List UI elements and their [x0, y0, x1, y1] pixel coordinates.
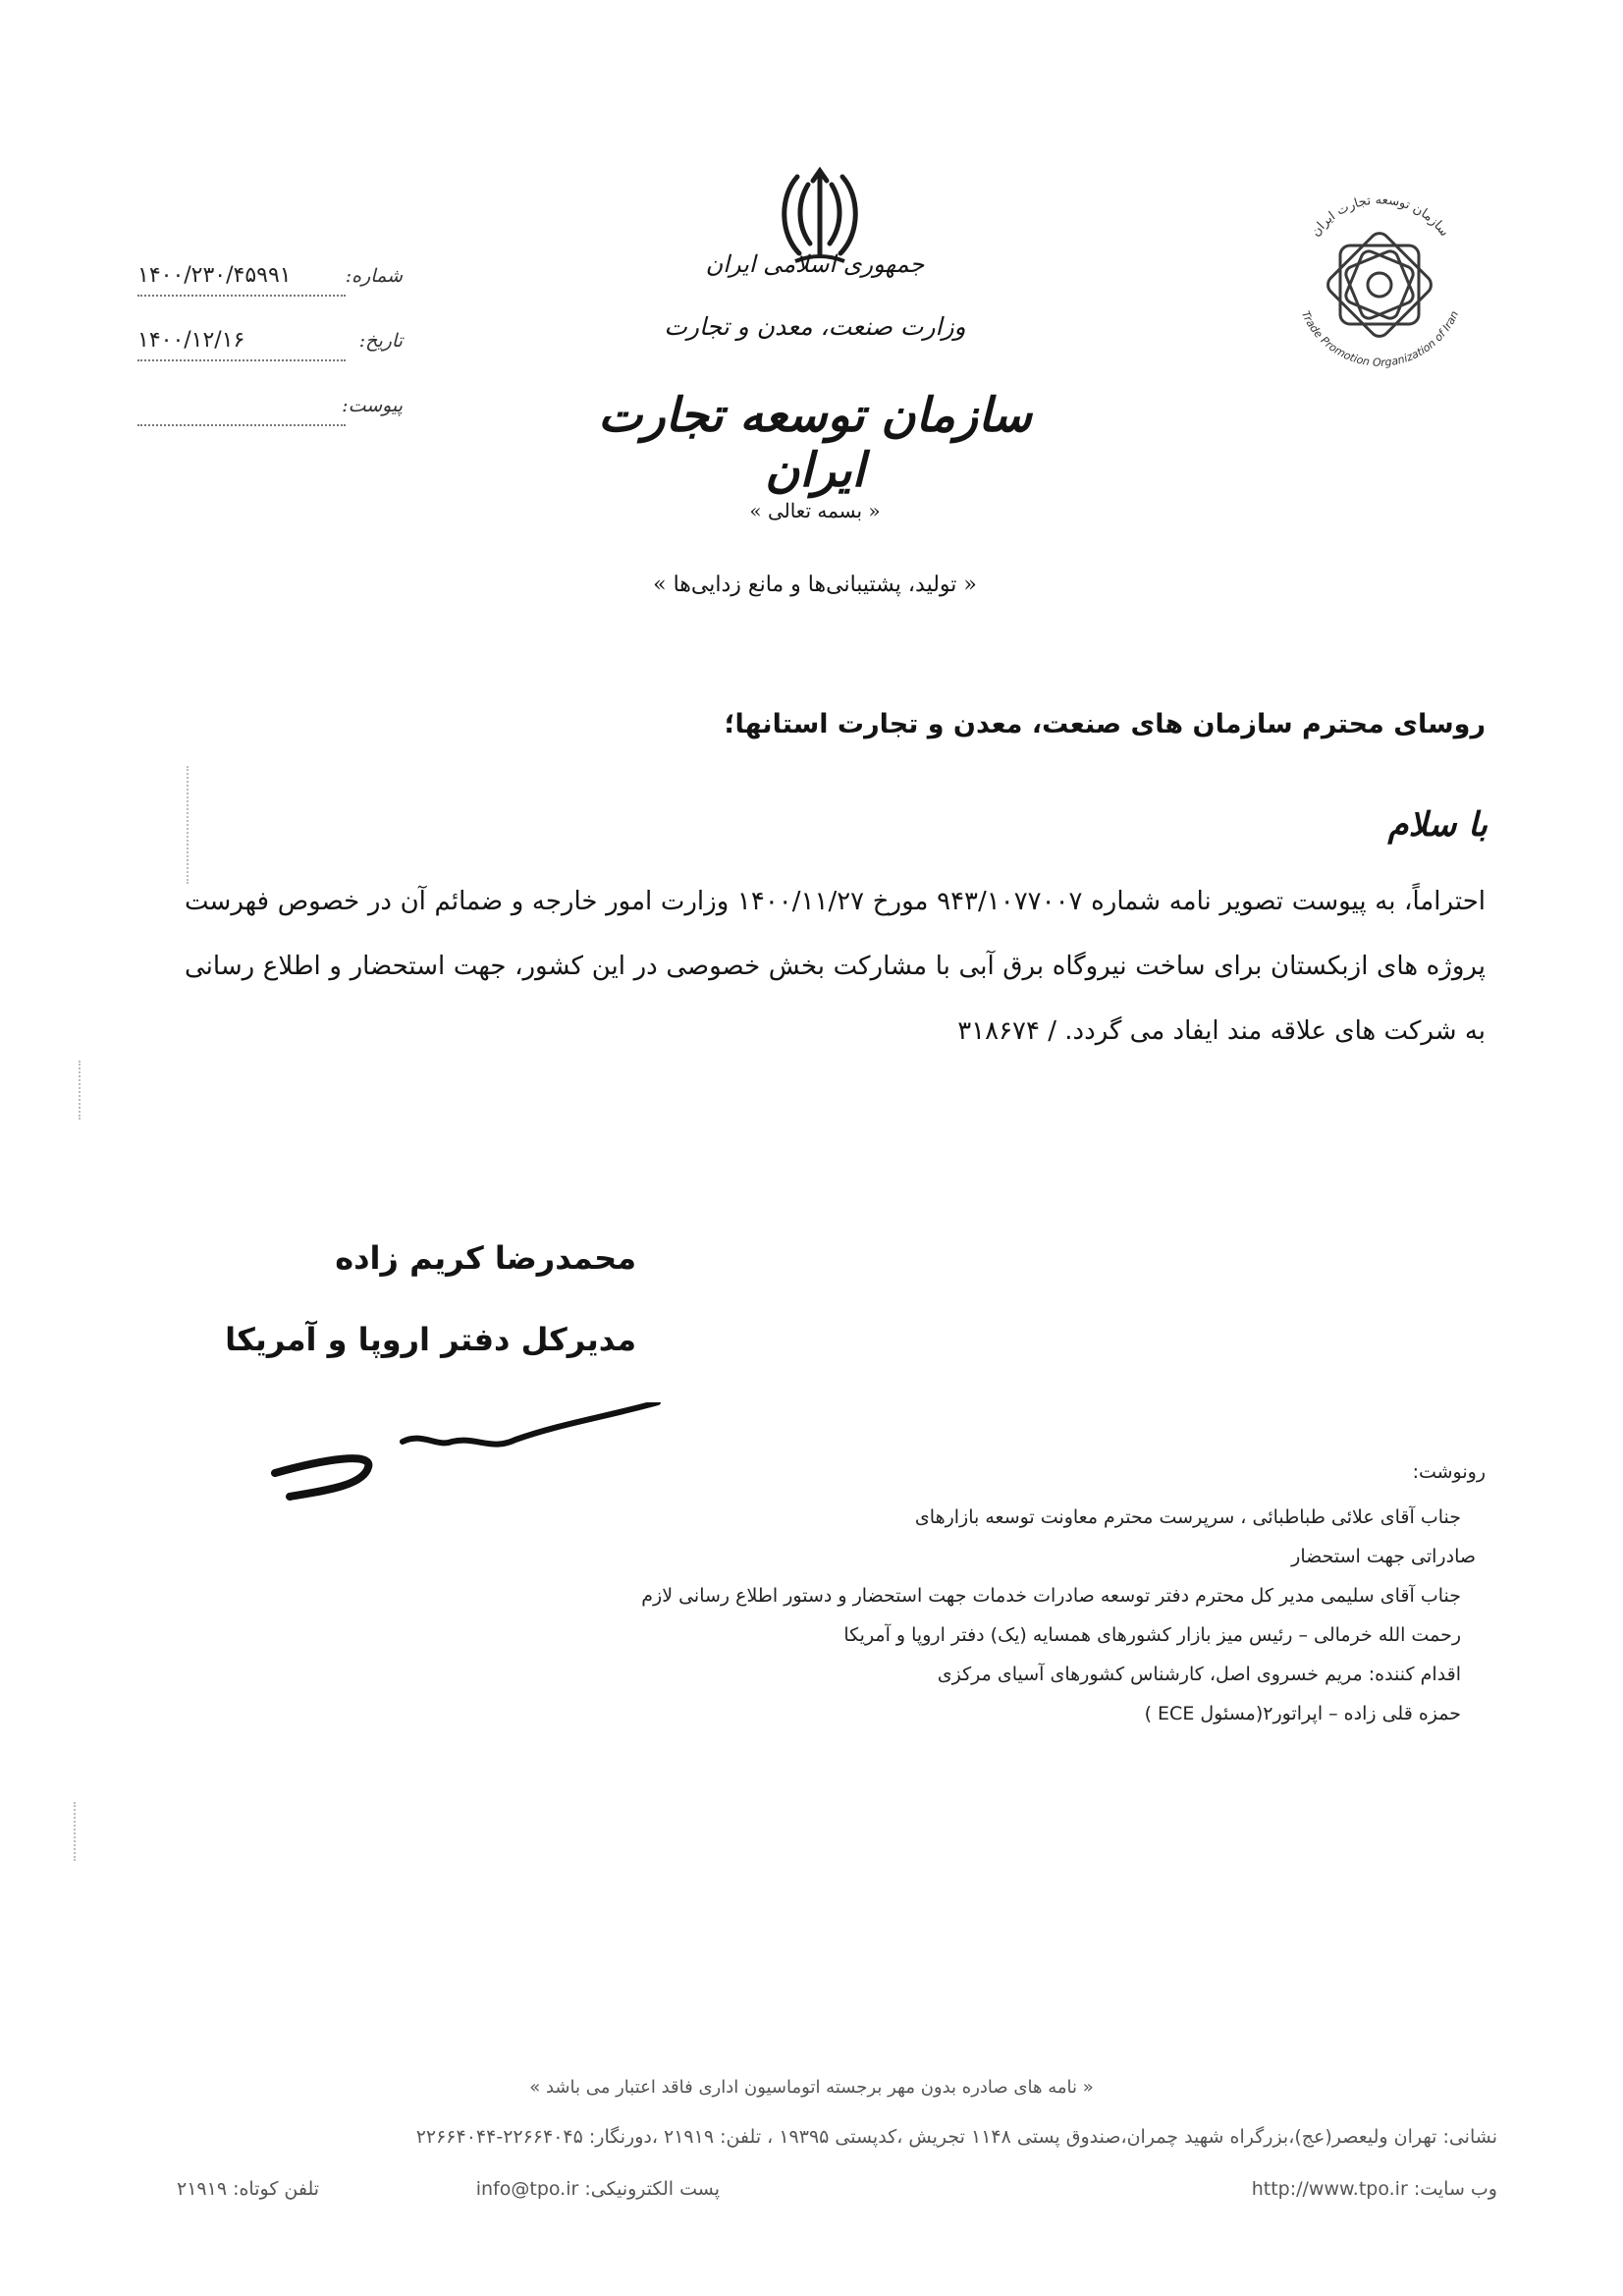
attachment-row [137, 393, 403, 438]
cc-heading: رونوشت: [1412, 1461, 1486, 1483]
logo-text-fa: سازمان توسعه تجارت ایران [1308, 192, 1452, 240]
cc-line: جناب آقای سلیمی مدیر کل محترم دفتر توسعه صادرات خدمات جهت استحضار و دستور اطلاع رسانی لازم [641, 1585, 1461, 1607]
greeting: با سلام [1387, 805, 1488, 845]
website-label: وب سایت: [1413, 2178, 1497, 2200]
email-label: پست الکترونیکی: [584, 2178, 720, 2200]
short-phone-value: ۲۱۹۱۹ [177, 2178, 228, 2200]
date-value: ۱۴۰۰/۱۲/۱۶ [137, 328, 245, 353]
footer-address: نشانی: تهران ولیعصر(عج)،بزرگراه شهید چمران،صندوق پستی ۱۱۴۸ تجریش ،کدپستی ۱۹۳۹۵ ، تلفن: ۲۱۹۱۹ ،دورنگار: ۲۲۶۶۴۰۴۵-۲۲۶۶۴۰۴۴ [415, 2126, 1497, 2148]
header-slogan: « تولید، پشتیبانی‌ها و مانع زدایی‌ها » [653, 573, 977, 597]
scan-noise [187, 766, 228, 884]
cc-line: صادراتی جهت استحضار [1291, 1546, 1476, 1567]
cc-line: جناب آقای علائی طباطبائی ، سرپرست محترم معاونت توسعه بازارهای [914, 1506, 1461, 1528]
cc-line: رحمت الله خرمالی – رئیس میز بازار کشورهای همسایه (یک) دفتر اروپا و آمریکا [843, 1624, 1461, 1646]
cc-line: اقدام کننده: مریم خسروی اصل، کارشناس کشورهای آسیای مرکزی [937, 1664, 1461, 1685]
number-label: شماره: [345, 265, 403, 287]
signer-title: مدیرکل دفتر اروپا و آمریکا [225, 1321, 636, 1358]
date-label: تاریخ: [358, 330, 403, 352]
scan-noise [74, 1802, 135, 1861]
letter-date-row [137, 328, 403, 373]
website-link[interactable]: http://www.tpo.ir [1251, 2178, 1408, 2200]
short-phone-label: تلفن کوتاه: [233, 2178, 320, 2200]
attachment-label: پیوست: [342, 395, 403, 416]
header-ministry: وزارت صنعت، معدن و تجارت [664, 312, 966, 341]
scan-noise [79, 1061, 110, 1120]
email-link[interactable]: info@tpo.ir [475, 2178, 579, 2200]
logo-text-en: Trade Promotion Organization of Iran [1298, 308, 1462, 369]
tpo-logo-icon [1274, 175, 1486, 386]
footer-short-phone [177, 2178, 319, 2200]
header-republic: جمهوری اسلامی ایران [705, 250, 925, 278]
addressee: روسای محترم سازمان های صنعت، معدن و تجارت استانها؛ [724, 709, 1486, 739]
letter-body: احتراماً، به پیوست تصویر نامه شماره ۹۴۳/۱۰۷۷۰۰۷ مورخ ۱۴۰۰/۱۱/۲۷ وزارت امور خارجه و ضمائم آن در خصوص فهرست پروژه های ازبکستان برای ساخت نیروگاه برق آبی با مشارکت بخش خصوصی در این کشور، جهت استحضار و اطلاع رسانی به شرکت های علاقه مند ایفاد می گردد. / ۳۱۸۶۷۴ [185, 887, 1487, 1046]
signer-name: محمدرضا کریم زاده [335, 1239, 636, 1277]
svg-text:Trade Promotion Organization o [1299, 309, 1461, 369]
footer-website [1252, 2178, 1497, 2200]
header-organization: سازمان توسعه تجارت ایران [598, 388, 1032, 498]
header-bismillah: « بسمه تعالی » [749, 499, 881, 522]
footer-email [476, 2178, 720, 2200]
cc-line: حمزه قلی زاده – اپراتور۲(مسئول ECE ) [1144, 1703, 1461, 1724]
number-value: ۱۴۰۰/۲۳۰/۴۵۹۹۱ [137, 263, 292, 288]
footer-note: « نامه های صادره بدون مهر برجسته اتوماسیون اداری فاقد اعتبار می باشد » [529, 2077, 1094, 2098]
signature-icon [265, 1402, 663, 1510]
letter-number-row [137, 263, 403, 308]
